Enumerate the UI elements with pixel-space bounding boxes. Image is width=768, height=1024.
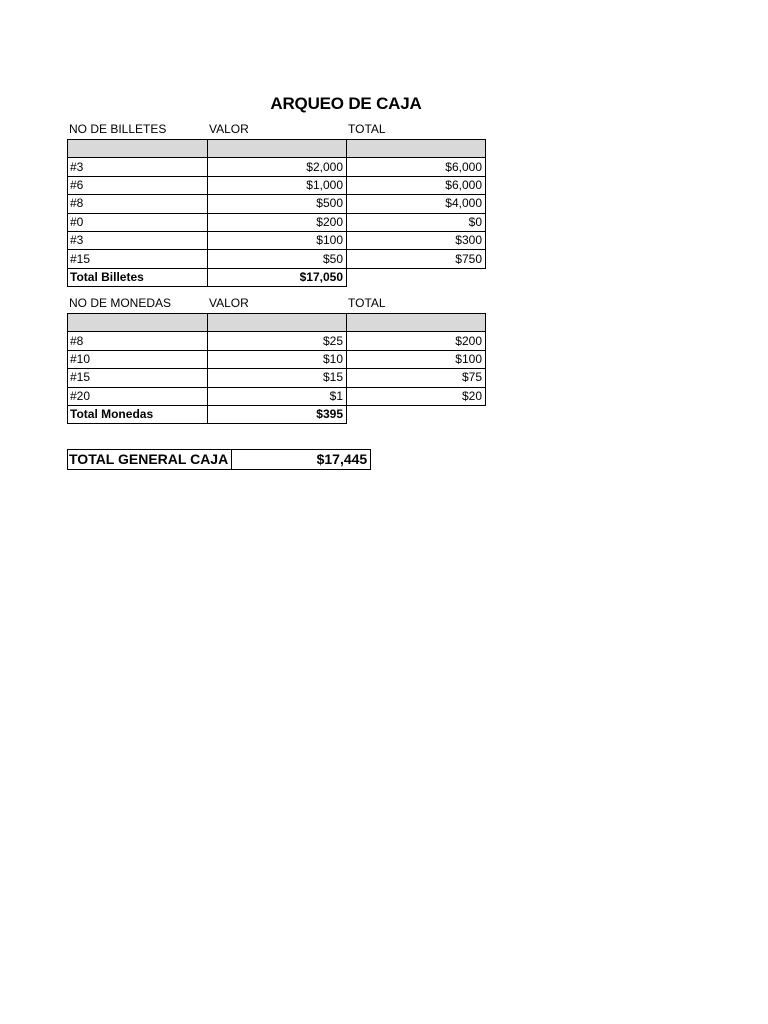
table-row bbox=[68, 195, 486, 213]
value-cell[interactable]: $1,000 bbox=[208, 176, 347, 194]
count-cell[interactable]: #3 bbox=[68, 158, 208, 176]
value-cell[interactable]: $50 bbox=[208, 250, 347, 268]
value-cell[interactable]: $100 bbox=[208, 231, 347, 249]
billetes-total-label[interactable]: Total Billetes bbox=[68, 268, 208, 286]
billetes-table bbox=[67, 139, 486, 287]
monedas-shaded-row bbox=[68, 314, 486, 332]
value-cell[interactable]: $1 bbox=[208, 387, 347, 405]
count-cell[interactable]: #8 bbox=[68, 195, 208, 213]
value-cell[interactable]: $25 bbox=[208, 332, 347, 350]
value-cell[interactable]: $10 bbox=[208, 350, 347, 368]
billetes-total-row bbox=[68, 268, 486, 286]
table-row bbox=[68, 350, 486, 368]
shaded-cell[interactable] bbox=[347, 314, 486, 332]
count-cell[interactable]: #0 bbox=[68, 213, 208, 231]
value-cell[interactable]: $2,000 bbox=[208, 158, 347, 176]
empty-cell bbox=[347, 405, 486, 423]
table-row bbox=[68, 387, 486, 405]
table-row bbox=[68, 158, 486, 176]
monedas-total-value[interactable]: $395 bbox=[208, 405, 347, 423]
table-row bbox=[68, 176, 486, 194]
total-cell[interactable]: $0 bbox=[347, 213, 486, 231]
billetes-total-value[interactable]: $17,050 bbox=[208, 268, 347, 286]
count-cell[interactable]: #15 bbox=[68, 250, 208, 268]
billetes-shaded-row bbox=[68, 140, 486, 158]
page-title: ARQUEO DE CAJA bbox=[270, 94, 422, 113]
billetes-count-header: NO DE BILLETES bbox=[69, 122, 167, 136]
monedas-count-header: NO DE MONEDAS bbox=[69, 296, 172, 310]
total-general-value[interactable]: $17,445 bbox=[232, 450, 371, 470]
shaded-cell[interactable] bbox=[68, 140, 208, 158]
billetes-value-header: VALOR bbox=[209, 122, 249, 136]
total-cell[interactable]: $200 bbox=[347, 332, 486, 350]
total-cell[interactable]: $100 bbox=[347, 350, 486, 368]
shaded-cell[interactable] bbox=[208, 140, 347, 158]
monedas-table bbox=[67, 313, 486, 424]
total-cell[interactable]: $6,000 bbox=[347, 176, 486, 194]
count-cell[interactable]: #3 bbox=[68, 231, 208, 249]
count-cell[interactable]: #6 bbox=[68, 176, 208, 194]
billetes-total-header: TOTAL bbox=[348, 122, 386, 136]
value-cell[interactable]: $200 bbox=[208, 213, 347, 231]
monedas-total-header: TOTAL bbox=[348, 296, 386, 310]
count-cell[interactable]: #15 bbox=[68, 369, 208, 387]
count-cell[interactable]: #20 bbox=[68, 387, 208, 405]
table-row bbox=[68, 369, 486, 387]
total-cell[interactable]: $20 bbox=[347, 387, 486, 405]
total-cell[interactable]: $6,000 bbox=[347, 158, 486, 176]
table-row bbox=[68, 332, 486, 350]
shaded-cell[interactable] bbox=[208, 314, 347, 332]
total-cell[interactable]: $300 bbox=[347, 231, 486, 249]
table-row bbox=[68, 250, 486, 268]
empty-cell bbox=[347, 268, 486, 286]
value-cell[interactable]: $15 bbox=[208, 369, 347, 387]
total-general-label[interactable]: TOTAL GENERAL CAJA bbox=[68, 450, 232, 470]
total-cell[interactable]: $4,000 bbox=[347, 195, 486, 213]
count-cell[interactable]: #8 bbox=[68, 332, 208, 350]
count-cell[interactable]: #10 bbox=[68, 350, 208, 368]
monedas-total-label[interactable]: Total Monedas bbox=[68, 405, 208, 423]
total-general-row bbox=[68, 450, 371, 470]
table-row bbox=[68, 213, 486, 231]
total-cell[interactable]: $750 bbox=[347, 250, 486, 268]
monedas-total-row bbox=[68, 405, 486, 423]
shaded-cell[interactable] bbox=[68, 314, 208, 332]
monedas-value-header: VALOR bbox=[209, 296, 249, 310]
total-cell[interactable]: $75 bbox=[347, 369, 486, 387]
shaded-cell[interactable] bbox=[347, 140, 486, 158]
table-row bbox=[68, 231, 486, 249]
total-general-table bbox=[67, 449, 371, 470]
value-cell[interactable]: $500 bbox=[208, 195, 347, 213]
